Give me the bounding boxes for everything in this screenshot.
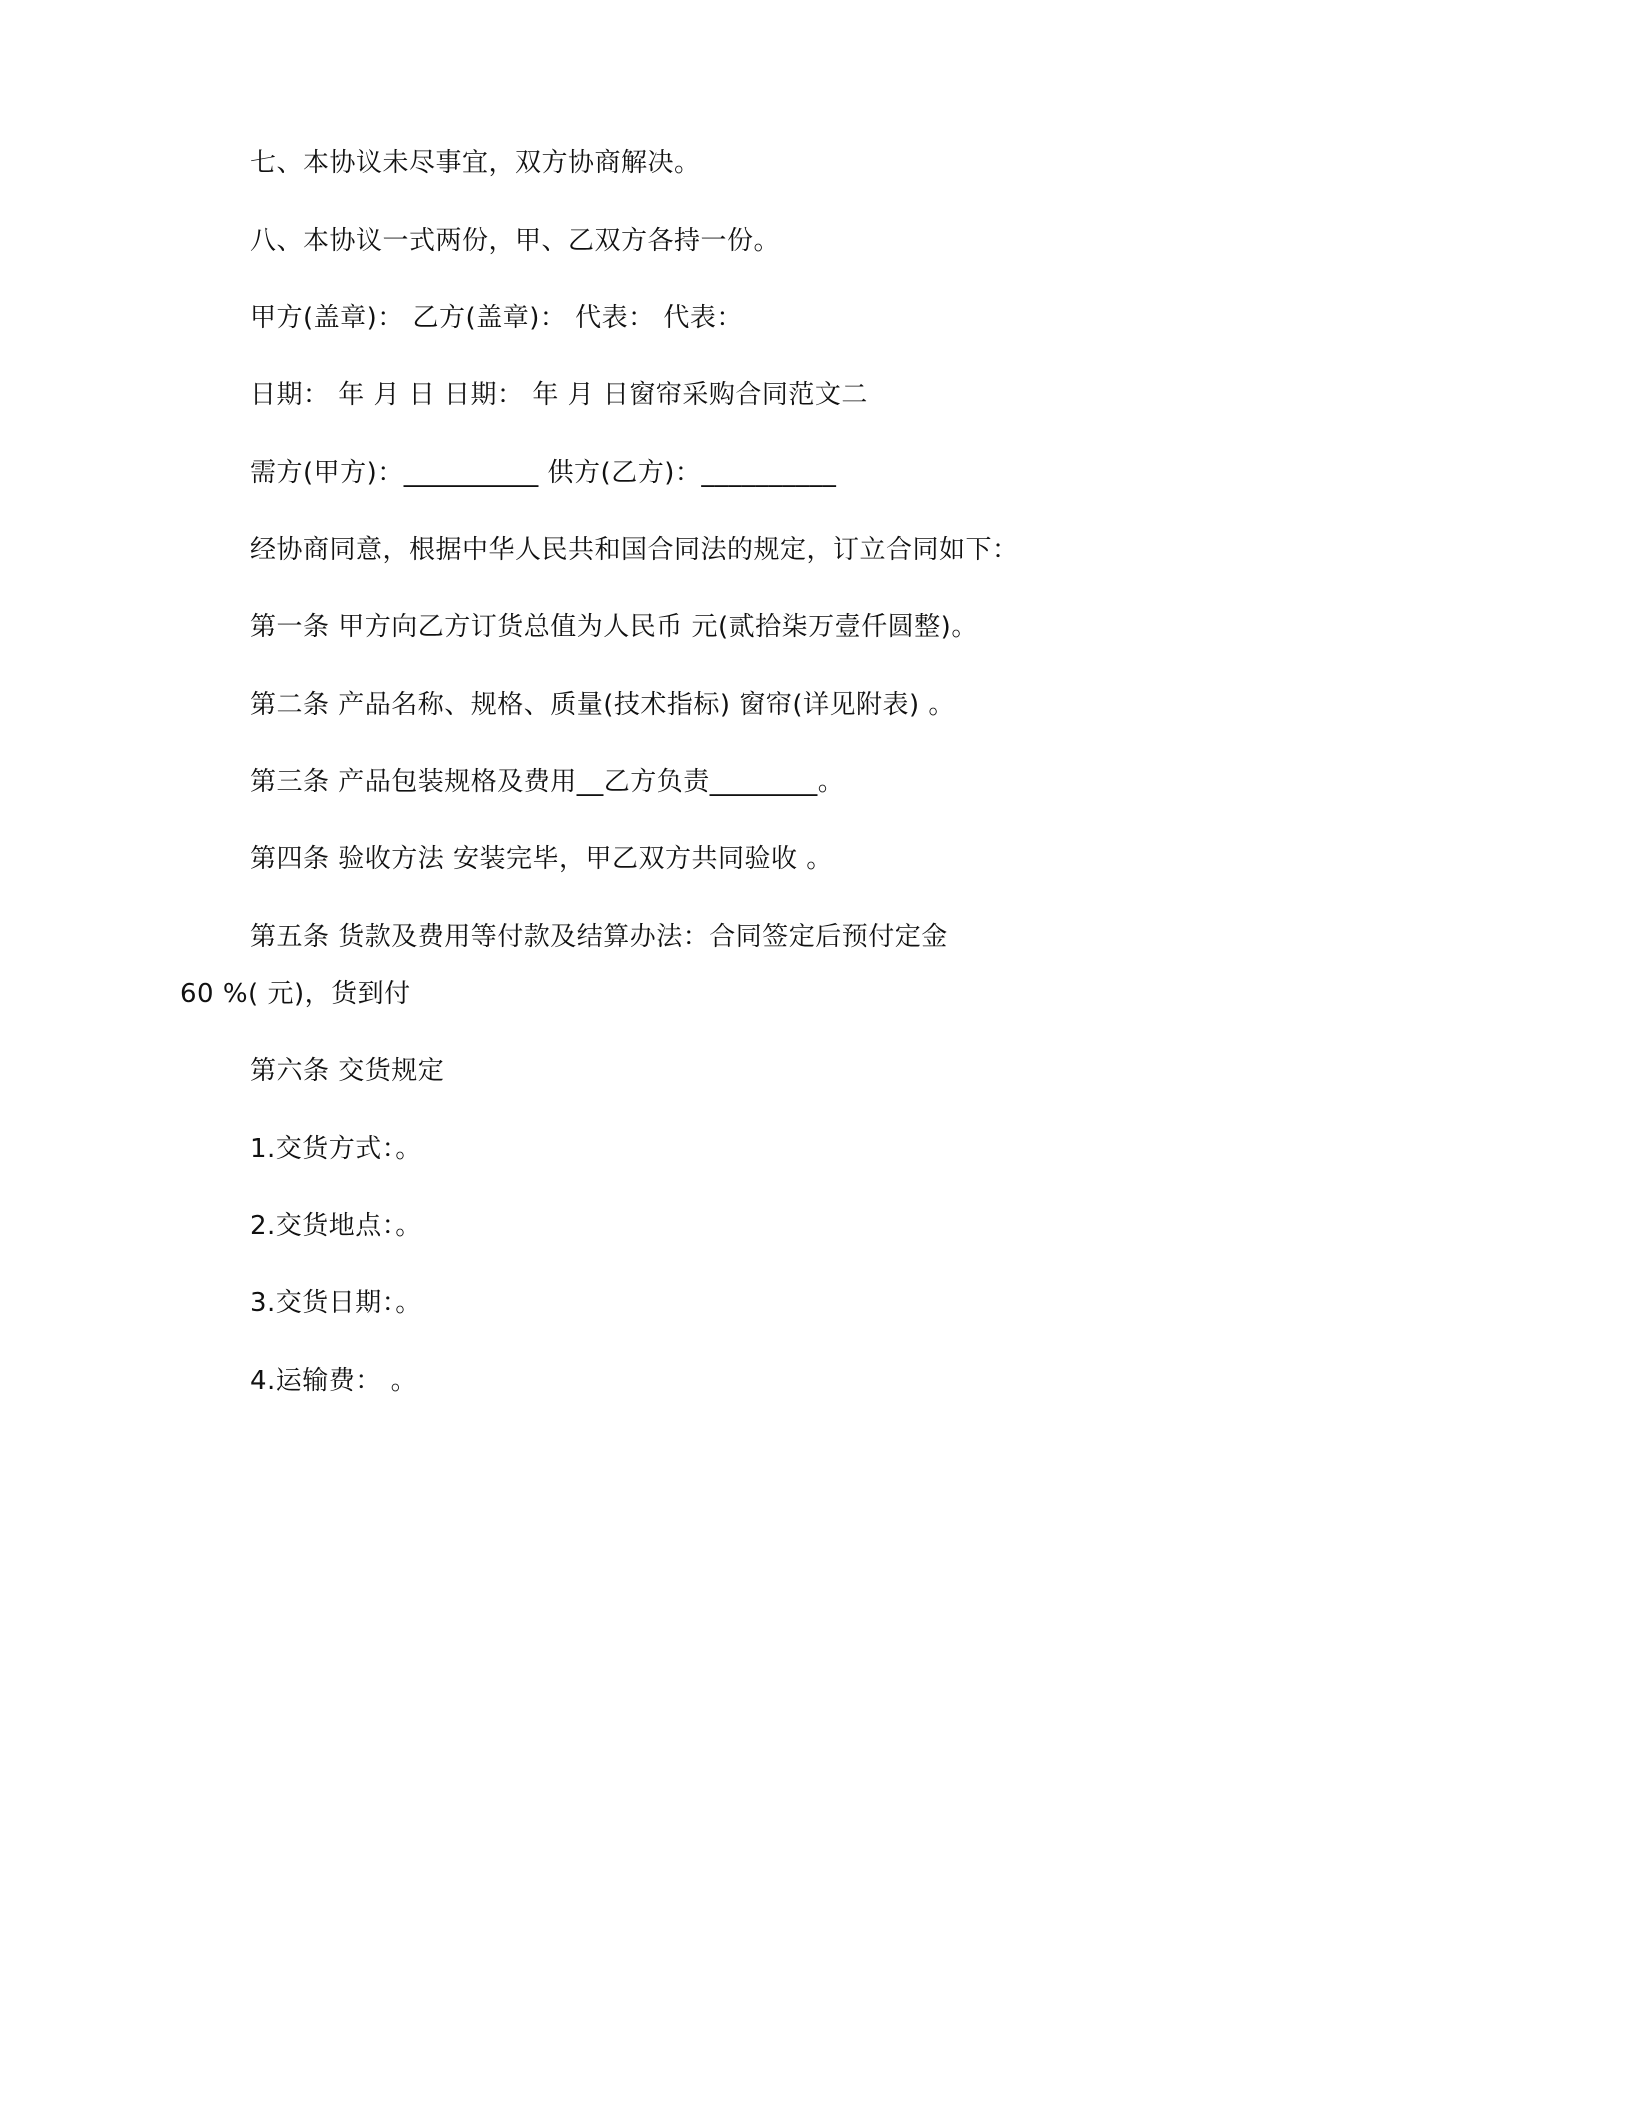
article-two: 第二条 产品名称、规格、质量(技术指标) 窗帘(详见附表) 。 — [250, 690, 955, 720]
article-five-continued: 60 %( 元)，货到付 — [180, 979, 411, 1009]
signature-line: 甲方(盖章)： 乙方(盖章)： 代表： 代表： — [250, 303, 743, 333]
delivery-date: 3.交货日期：。 — [250, 1288, 422, 1318]
delivery-method: 1.交货方式：。 — [250, 1134, 422, 1164]
article-one: 第一条 甲方向乙方订货总值为人民币 元(贰拾柒万壹仟圆整)。 — [250, 612, 978, 642]
article-four: 第四条 验收方法 安装完毕，甲乙双方共同验收 。 — [250, 844, 833, 874]
article-six: 第六条 交货规定 — [250, 1056, 445, 1086]
clause-eight: 八、本协议一式两份，甲、乙双方各持一份。 — [250, 226, 781, 256]
transport-fee: 4.运输费： 。 — [250, 1366, 418, 1396]
date-line: 日期： 年 月 日 日期： 年 月 日窗帘采购合同范文二 — [250, 380, 868, 410]
delivery-location: 2.交货地点：。 — [250, 1211, 422, 1241]
article-five: 第五条 货款及费用等付款及结算办法：合同签定后预付定金 — [250, 922, 948, 952]
article-three: 第三条 产品包装规格及费用__乙方负责________。 — [250, 767, 845, 797]
clause-seven: 七、本协议未尽事宜，双方协商解决。 — [250, 148, 701, 178]
parties-line: 需方(甲方)：__________ 供方(乙方)：__________ — [250, 458, 837, 488]
preamble: 经协商同意，根据中华人民共和国合同法的规定，订立合同如下： — [250, 535, 1019, 565]
